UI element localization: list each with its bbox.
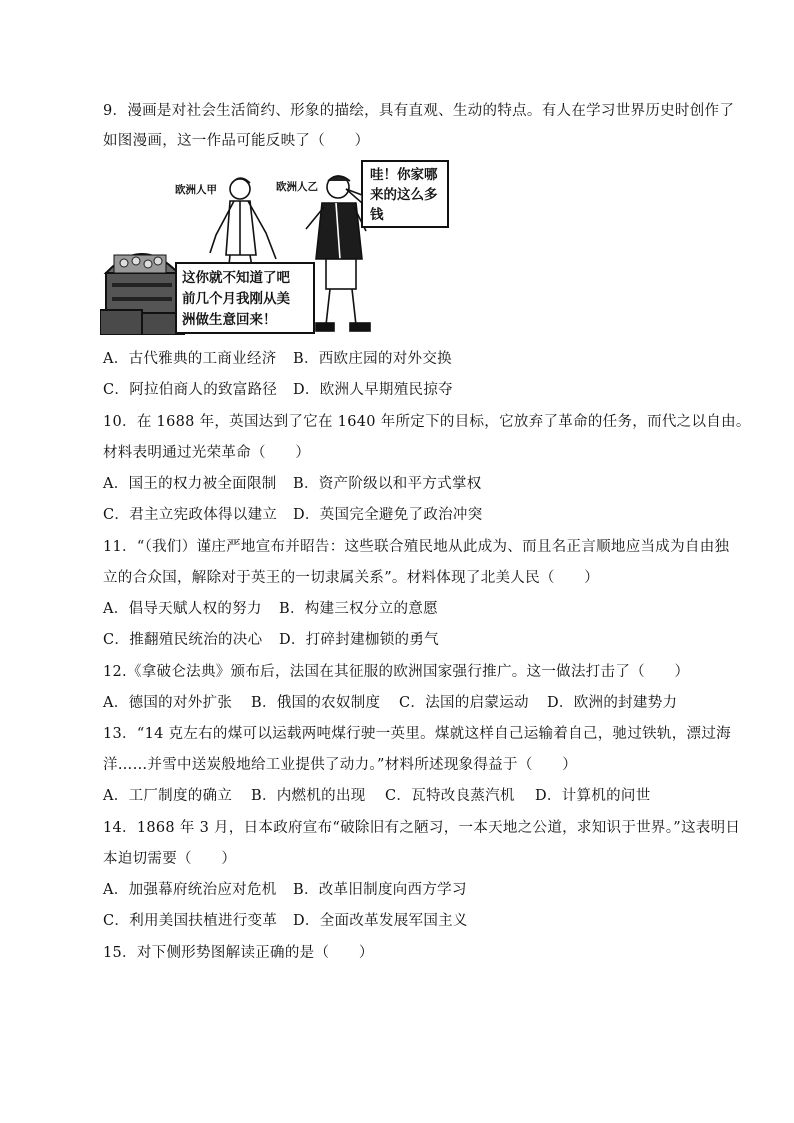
q10-stem-line1: 10．在 1688 年，英国达到了它在 1640 年所定下的目标，它放弃了革命的任务，而代之以自由。 [103,414,751,430]
q12-option-b[interactable]: B．俄国的农奴制度 [251,695,381,711]
bubble-top-line2: 来的这么多 [370,187,438,203]
q10-option-c[interactable]: C．君主立宪政体得以建立 [103,507,278,523]
q11-option-b[interactable]: B．构建三权分立的意愿 [279,601,438,617]
q11-options-row1 [103,599,438,619]
q13-stem-line2: 洋……并雪中送炭般地给工业提供了动力。”材料所述现象得益于（ ） [103,757,578,773]
bubble-bottom-line2: 前几个月我刚从美 [182,291,290,307]
q9-option-b[interactable]: B．西欧庄园的对外交换 [293,351,452,367]
q14-options-row1 [103,880,467,900]
q12-stem-line1: 12.《拿破仑法典》颁布后，法国在其征服的欧洲国家强行推广。这一做法打击了（ ） [103,664,690,680]
speech-bubble-top [346,161,448,227]
q13-option-a[interactable]: A．工厂制度的确立 [103,788,233,804]
bubble-top-line1: 哇！你家哪 [370,167,438,183]
q13-stem-line1: 13．“14 克左右的煤可以运载两吨煤行驶一英里。煤就这样自己运输着自己，驰过铁轨，漂过海 [103,726,731,742]
q9-options-row1 [103,349,452,369]
q14-options-row2 [103,911,468,931]
q13-option-d[interactable]: D．计算机的问世 [535,788,651,804]
q10-stem-line2: 材料表明通过光荣革命（ ） [103,445,311,461]
q9-option-c[interactable]: C．阿拉伯商人的致富路径 [103,382,278,398]
q14-stem-line1: 14．1868 年 3 月，日本政府宣布“破除旧有之陋习，一本天地之公道，求知识于世界。”这表明日 [103,820,741,836]
q14-option-c[interactable]: C．利用美国扶植进行变革 [103,913,278,929]
q14-option-b[interactable]: B．改革旧制度向西方学习 [293,882,467,898]
q15-stem-line1: 15．对下侧形势图解读正确的是（ ） [103,945,374,961]
q11-option-d[interactable]: D．打碎封建枷锁的勇气 [279,632,439,648]
cartoon-label-b: 欧洲人乙 [276,181,318,193]
q12-options-row [103,693,677,713]
q11-option-c[interactable]: C．推翻殖民统治的决心 [103,632,263,648]
q9-stem-line2: 如图漫画，这一作品可能反映了（ ） [103,133,370,149]
q10-options-row1 [103,474,482,494]
cartoon-label-a: 欧洲人甲 [175,184,217,196]
q12-option-a[interactable]: A．德国的对外扩张 [103,695,233,711]
q9-option-d[interactable]: D．欧洲人早期殖民掠夺 [293,382,453,398]
q11-stem-line2: 立的合众国，解除对于英王的一切隶属关系”。材料体现了北美人民（ ） [103,570,600,586]
q9-stem-line1: 9．漫画是对社会生活简约、形象的描绘，具有直观、生动的特点。有人在学习世界历史时创作了 [103,103,735,119]
q14-stem-line2: 本迫切需要（ ） [103,851,237,867]
q10-option-a[interactable]: A．国王的权力被全面限制 [103,476,277,492]
q10-option-d[interactable]: D．英国完全避免了政治冲突 [293,507,483,523]
q12-option-d[interactable]: D．欧洲的封建势力 [547,695,678,711]
q9-options-row2 [103,380,453,400]
bubble-bottom-line1: 这你就不知道了吧 [182,270,290,286]
bubble-bottom-line3: 洲做生意回来！ [182,312,277,328]
q10-options-row2 [103,505,483,525]
q12-option-c[interactable]: C．法国的启蒙运动 [399,695,529,711]
q13-options-row [103,786,651,806]
q11-options-row2 [103,630,439,650]
q10-option-b[interactable]: B．资产阶级以和平方式掌权 [293,476,482,492]
q13-option-b[interactable]: B．内燃机的出现 [251,788,366,804]
q14-option-a[interactable]: A．加强幕府统治应对危机 [103,882,277,898]
q14-option-d[interactable]: D．全面改革发展军国主义 [293,913,468,929]
speech-bubble-bottom [176,263,314,333]
q11-option-a[interactable]: A．倡导天赋人权的努力 [103,601,262,617]
treasure-chest-illustration [100,254,184,335]
q9-option-a[interactable]: A．古代雅典的工商业经济 [103,351,277,367]
q11-stem-line1: 11．“（我们）谨庄严地宣布并昭告：这些联合殖民地从此成为、而且名正言顺地应当成为自由独 [103,539,730,555]
q9-cartoon [100,155,450,335]
bubble-top-line3: 钱 [370,207,384,223]
q13-option-c[interactable]: C．瓦特改良蒸汽机 [385,788,515,804]
